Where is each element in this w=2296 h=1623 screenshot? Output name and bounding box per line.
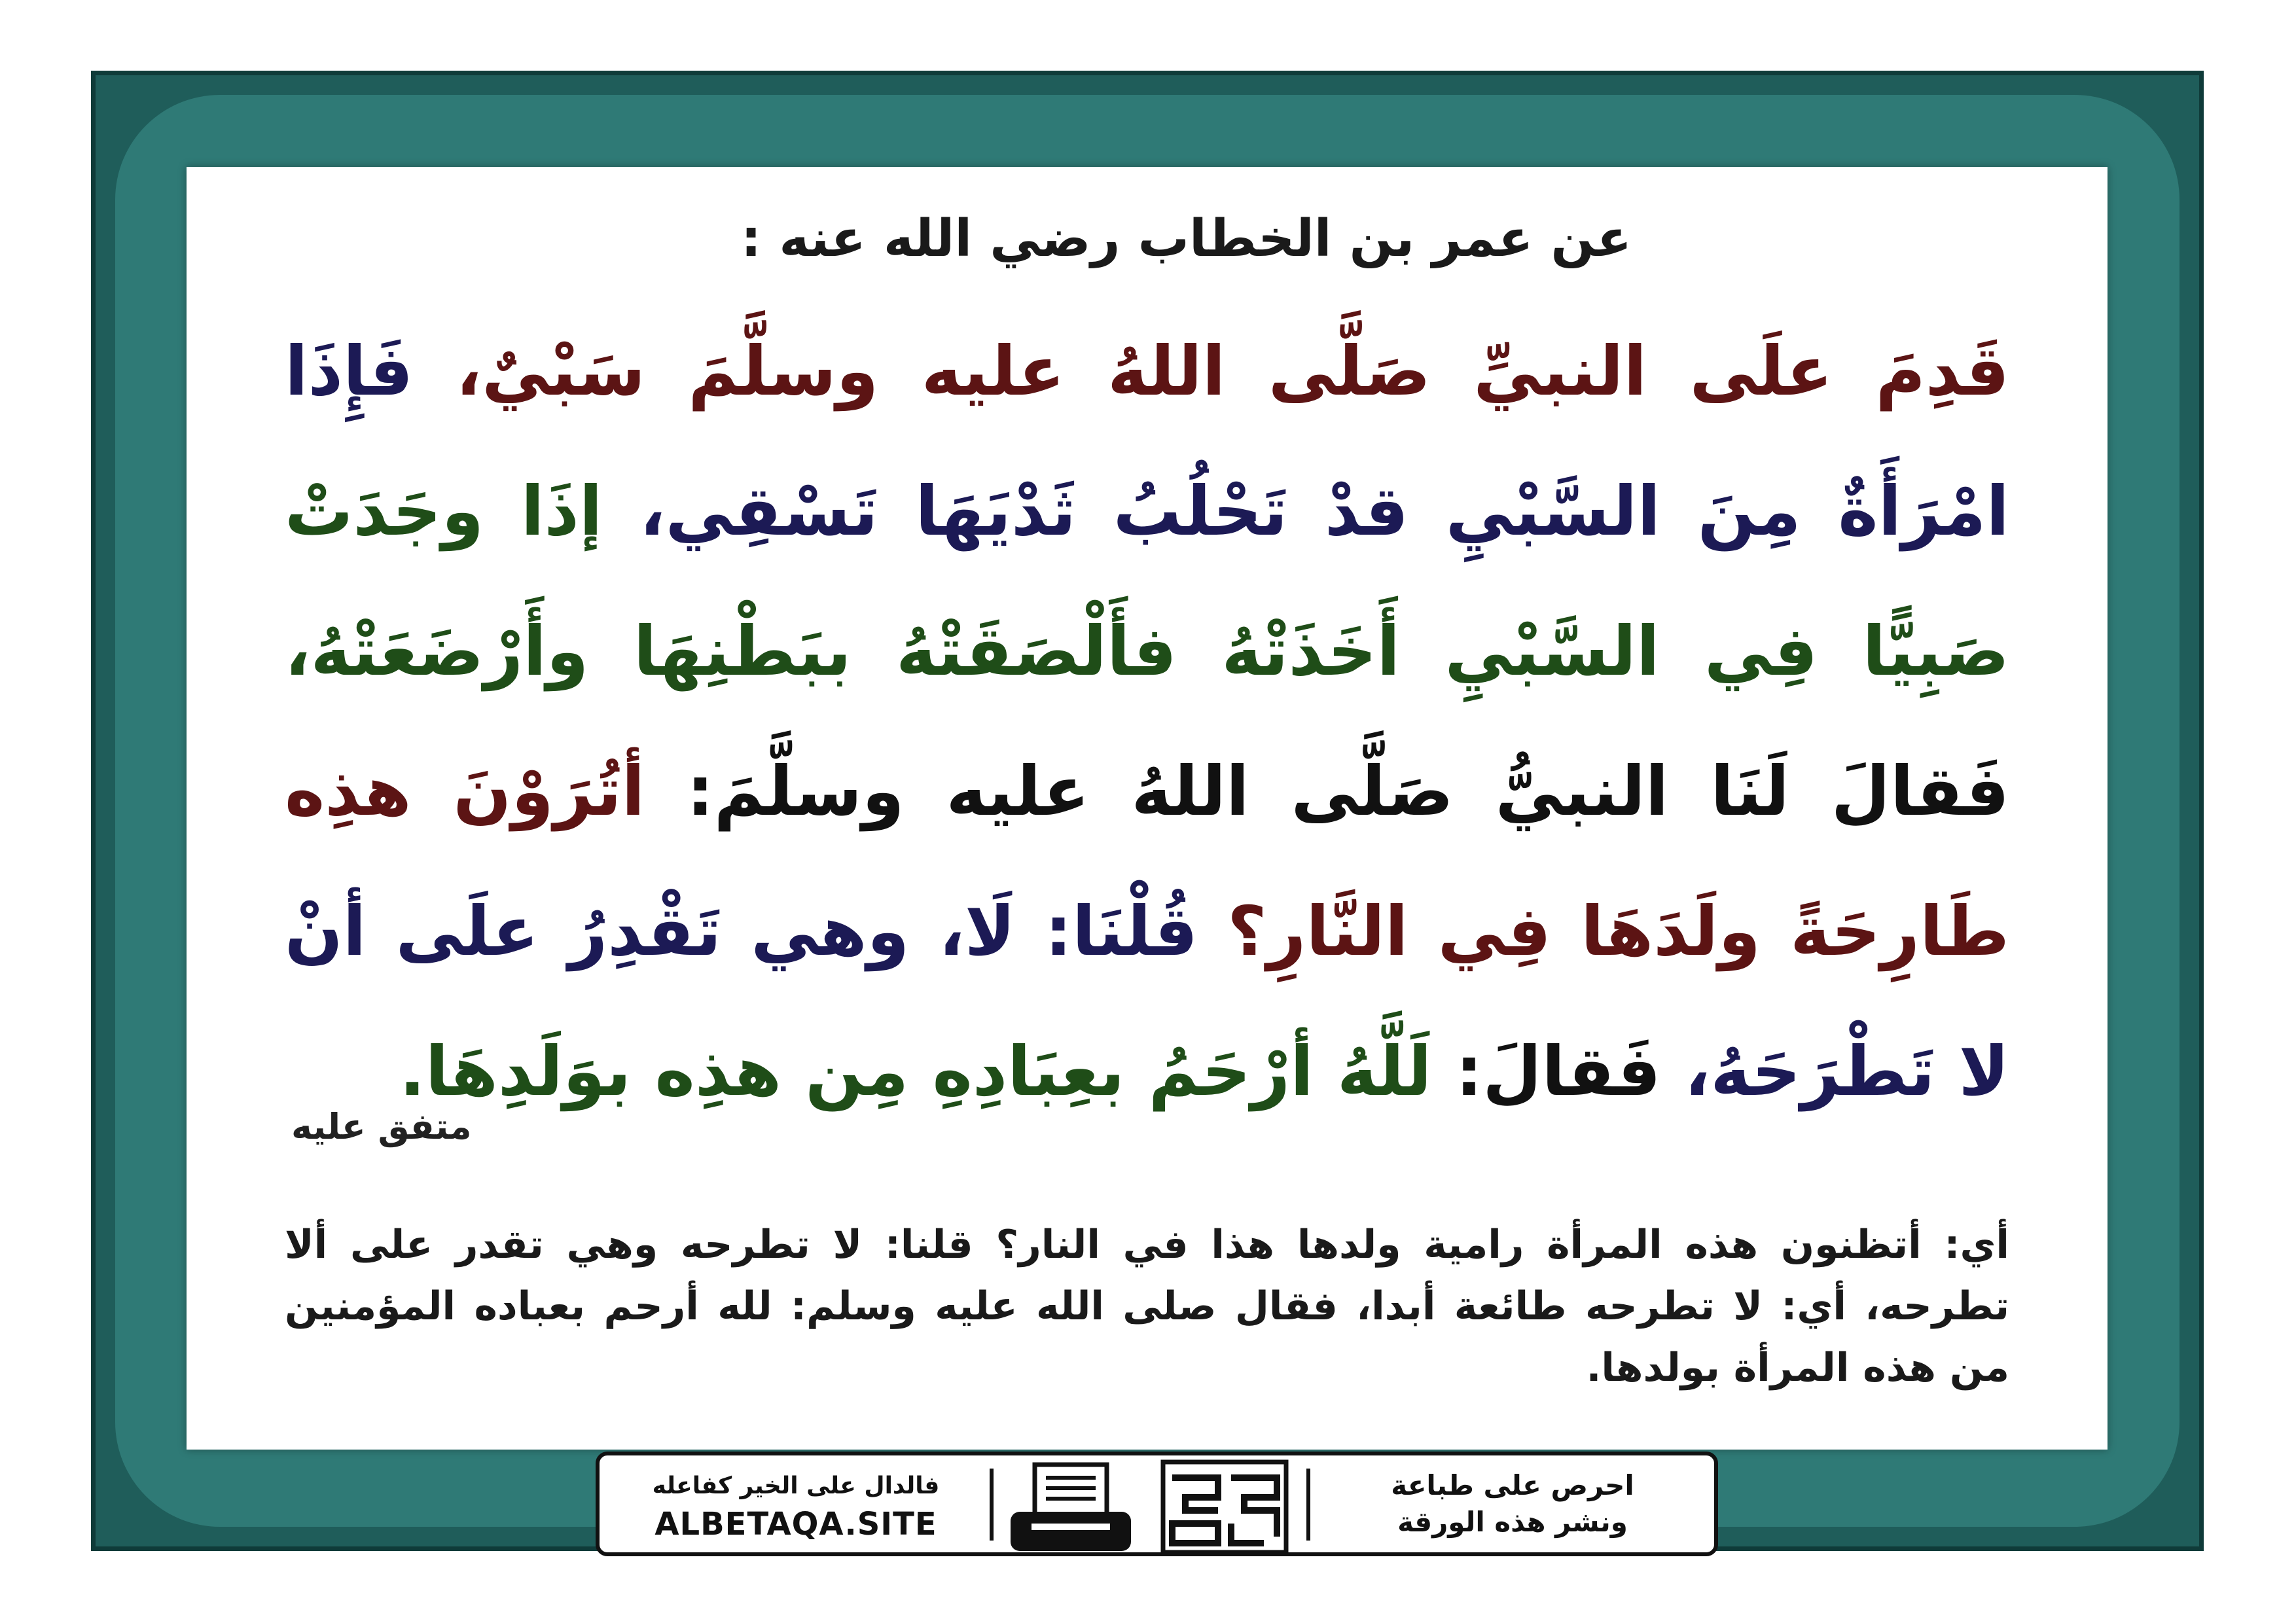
footer-bar	[596, 1452, 1718, 1556]
hadith-segment-6: قُلْنَا: لَا، وهي تَقْدِرُ علَى أنْ لا تَطْرَحَهُ،	[285, 891, 2009, 1111]
content-card	[187, 167, 2108, 1450]
hadith-segment-8: لَلَّهُ أرْحَمُ بعِبَادِهِ مِن هذِه بوَلَدِهَا.	[399, 1031, 1432, 1111]
hadith-text	[285, 301, 2009, 1141]
footer-divider-2	[1306, 1469, 1310, 1541]
printer-icon	[1005, 1461, 1136, 1556]
hadith-segment-3: إذَا وجَدَتْ صَبِيًّا فِي السَّبْيِ أَخَذَتْهُ فأَلْصَقَتْهُ ببَطْنِهَا وأَرْضَعَتْهُ،	[285, 471, 2009, 691]
print-note-line-2: ونشر هذه الورقة	[1397, 1506, 1628, 1538]
hadith-source: متفق عليه	[291, 1106, 472, 1147]
hadith-segment-2: فَإِذَا امْرَأَةٌ مِنَ السَّبْيِ قدْ تَحْلُبُ ثَدْيَهَا تَسْقِي،	[285, 331, 2010, 551]
hadith-segment-4: فَقالَ لَنَا النبيُّ صَلَّى اللهُ عليه وسلَّمَ:	[645, 751, 2009, 831]
narrator-line: عن عمر بن الخطاب رضي الله عنه :	[740, 209, 1632, 268]
print-note	[1319, 1467, 1706, 1543]
footer-site: ALBETAQA.SITE	[655, 1506, 937, 1543]
footer-divider	[990, 1469, 994, 1541]
dawia-logo	[1159, 1458, 1290, 1556]
print-note-line-1: احرص على طباعة	[1391, 1469, 1634, 1501]
footer-motto: فالدال على الخير كفاعله	[652, 1472, 940, 1499]
footer-motto-block	[613, 1469, 979, 1541]
hadith-segment-5: أتُرَوْنَ هذِه طَارِحَةً ولَدَهَا فِي النَّارِ؟	[285, 751, 2009, 971]
hadith-segment-7: فَقالَ:	[1431, 1031, 1661, 1111]
hadith-segment-1: قَدِمَ علَى النبيِّ صَلَّى اللهُ عليه وسلَّمَ سَبْيٌ،	[413, 331, 2009, 411]
explanation-text: أي: أتظنون هذه المرأة رامية ولدها هذا في النار؟ قلنا: لا تطرحه وهي تقدر على ألا تطرحه، أي: لا تطرحه طائعة أبدا، فقال صلى الله عليه وسلم: لله أرحم بعباده المؤمنين من هذه المرأة بولدها.	[285, 1222, 2009, 1391]
